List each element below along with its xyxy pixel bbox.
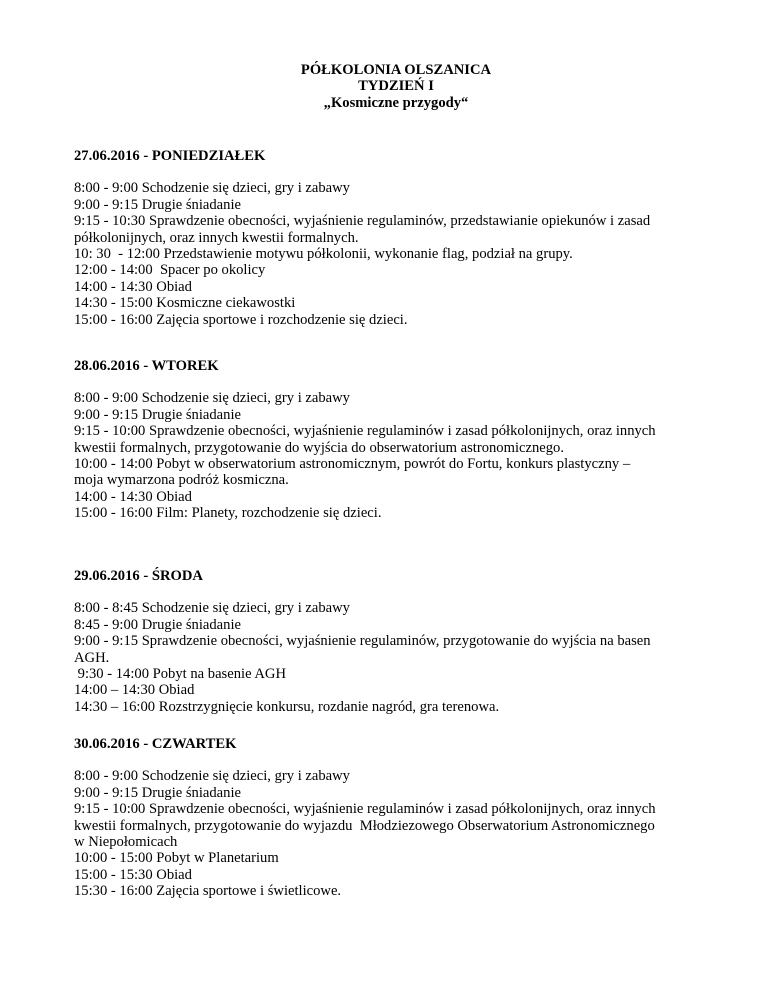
day-title: 29.06.2016 - ŚRODA xyxy=(74,568,203,584)
schedule-line: moja wymarzona podróż kosmiczna. xyxy=(74,472,289,489)
schedule-line: półkolonijnych, oraz innych kwestii formalnych. xyxy=(74,229,359,246)
day-section-monday xyxy=(74,148,714,328)
schedule-line: 9:00 - 9:15 Drugie śniadanie xyxy=(74,406,241,423)
schedule-line: 9:00 - 9:15 Drugie śniadanie xyxy=(74,784,241,801)
schedule-line: 14:00 - 14:30 Obiad xyxy=(74,278,192,295)
schedule-line: kwestii formalnych, przygotowanie do wyjścia do obserwatorium astronomicznego. xyxy=(74,439,564,456)
schedule-line: kwestii formalnych, przygotowanie do wyjazdu Młodziezowego Obserwatorium Astronomicznego xyxy=(74,817,655,834)
schedule-line: 8:00 - 8:45 Schodzenie się dzieci, gry i zabawy xyxy=(74,600,350,617)
schedule-line: 10:00 - 15:00 Pobyt w Planetarium xyxy=(74,850,279,867)
schedule-line: 14:00 - 14:30 Obiad xyxy=(74,488,192,505)
schedule-line: 14:30 – 16:00 Rozstrzygnięcie konkursu, rozdanie nagród, gra terenowa. xyxy=(74,698,500,715)
schedule-line: 15:30 - 16:00 Zajęcia sportowe i świetlicowe. xyxy=(74,883,342,900)
day-title: 28.06.2016 - WTOREK xyxy=(74,358,219,374)
schedule-line: 9:15 - 10:00 Sprawdzenie obecności, wyjaśnienie regulaminów i zasad półkolonijnych, oraz innych xyxy=(74,423,656,440)
schedule-line: 9:15 - 10:30 Sprawdzenie obecności, wyjaśnienie regulaminów, przedstawianie opiekunów i zasad xyxy=(74,213,651,230)
schedule-line: 10: 30 - 12:00 Przedstawienie motywu półkolonii, wykonanie flag, podział na grupy. xyxy=(74,246,573,263)
document-page xyxy=(74,62,714,900)
schedule-line: 9:00 - 9:15 Sprawdzenie obecności, wyjaśnienie regulaminów, przygotowanie do wyjścia na basen xyxy=(74,633,651,650)
day-title: 27.06.2016 - PONIEDZIAŁEK xyxy=(74,148,266,164)
schedule-line: w Niepołomicach xyxy=(74,834,178,851)
schedule-line: 15:00 - 15:30 Obiad xyxy=(74,866,192,883)
schedule-line: 10:00 - 14:00 Pobyt w obserwatorium astronomicznym, powrót do Fortu, konkurs plastyczny – xyxy=(74,456,631,473)
day-section-tuesday xyxy=(74,358,714,522)
day-section-thursday xyxy=(74,736,714,900)
schedule-line: 9:00 - 9:15 Drugie śniadanie xyxy=(74,196,241,213)
header-title: PÓŁKOLONIA OLSZANICA xyxy=(300,62,492,78)
schedule-line: 14:30 - 15:00 Kosmiczne ciekawostki xyxy=(74,295,296,312)
schedule-line: 8:00 - 9:00 Schodzenie się dzieci, gry i zabawy xyxy=(74,180,350,197)
schedule-line: 8:45 - 9:00 Drugie śniadanie xyxy=(74,616,241,633)
schedule-line: 9:30 - 14:00 Pobyt na basenie AGH xyxy=(74,666,287,683)
schedule-line: 15:00 - 16:00 Film: Planety, rozchodzenie się dzieci. xyxy=(74,505,382,522)
header-theme: „Kosmiczne przygody“ xyxy=(323,94,469,111)
day-section-wednesday xyxy=(74,568,714,715)
schedule-line: 15:00 - 16:00 Zajęcia sportowe i rozchodzenie się dzieci. xyxy=(74,311,408,328)
schedule-line: 8:00 - 9:00 Schodzenie się dzieci, gry i zabawy xyxy=(74,390,350,407)
schedule-line: AGH. xyxy=(74,649,110,666)
schedule-line: 9:15 - 10:00 Sprawdzenie obecności, wyjaśnienie regulaminów i zasad półkolonijnych, oraz innych xyxy=(74,801,656,818)
schedule-line: 14:00 – 14:30 Obiad xyxy=(74,682,195,699)
day-title: 30.06.2016 - CZWARTEK xyxy=(74,736,237,752)
schedule-line: 12:00 - 14:00 Spacer po okolicy xyxy=(74,262,266,279)
schedule-line: 8:00 - 9:00 Schodzenie się dzieci, gry i zabawy xyxy=(74,768,350,785)
header-week: TYDZIEŃ I xyxy=(358,78,434,95)
document-header xyxy=(78,62,714,111)
